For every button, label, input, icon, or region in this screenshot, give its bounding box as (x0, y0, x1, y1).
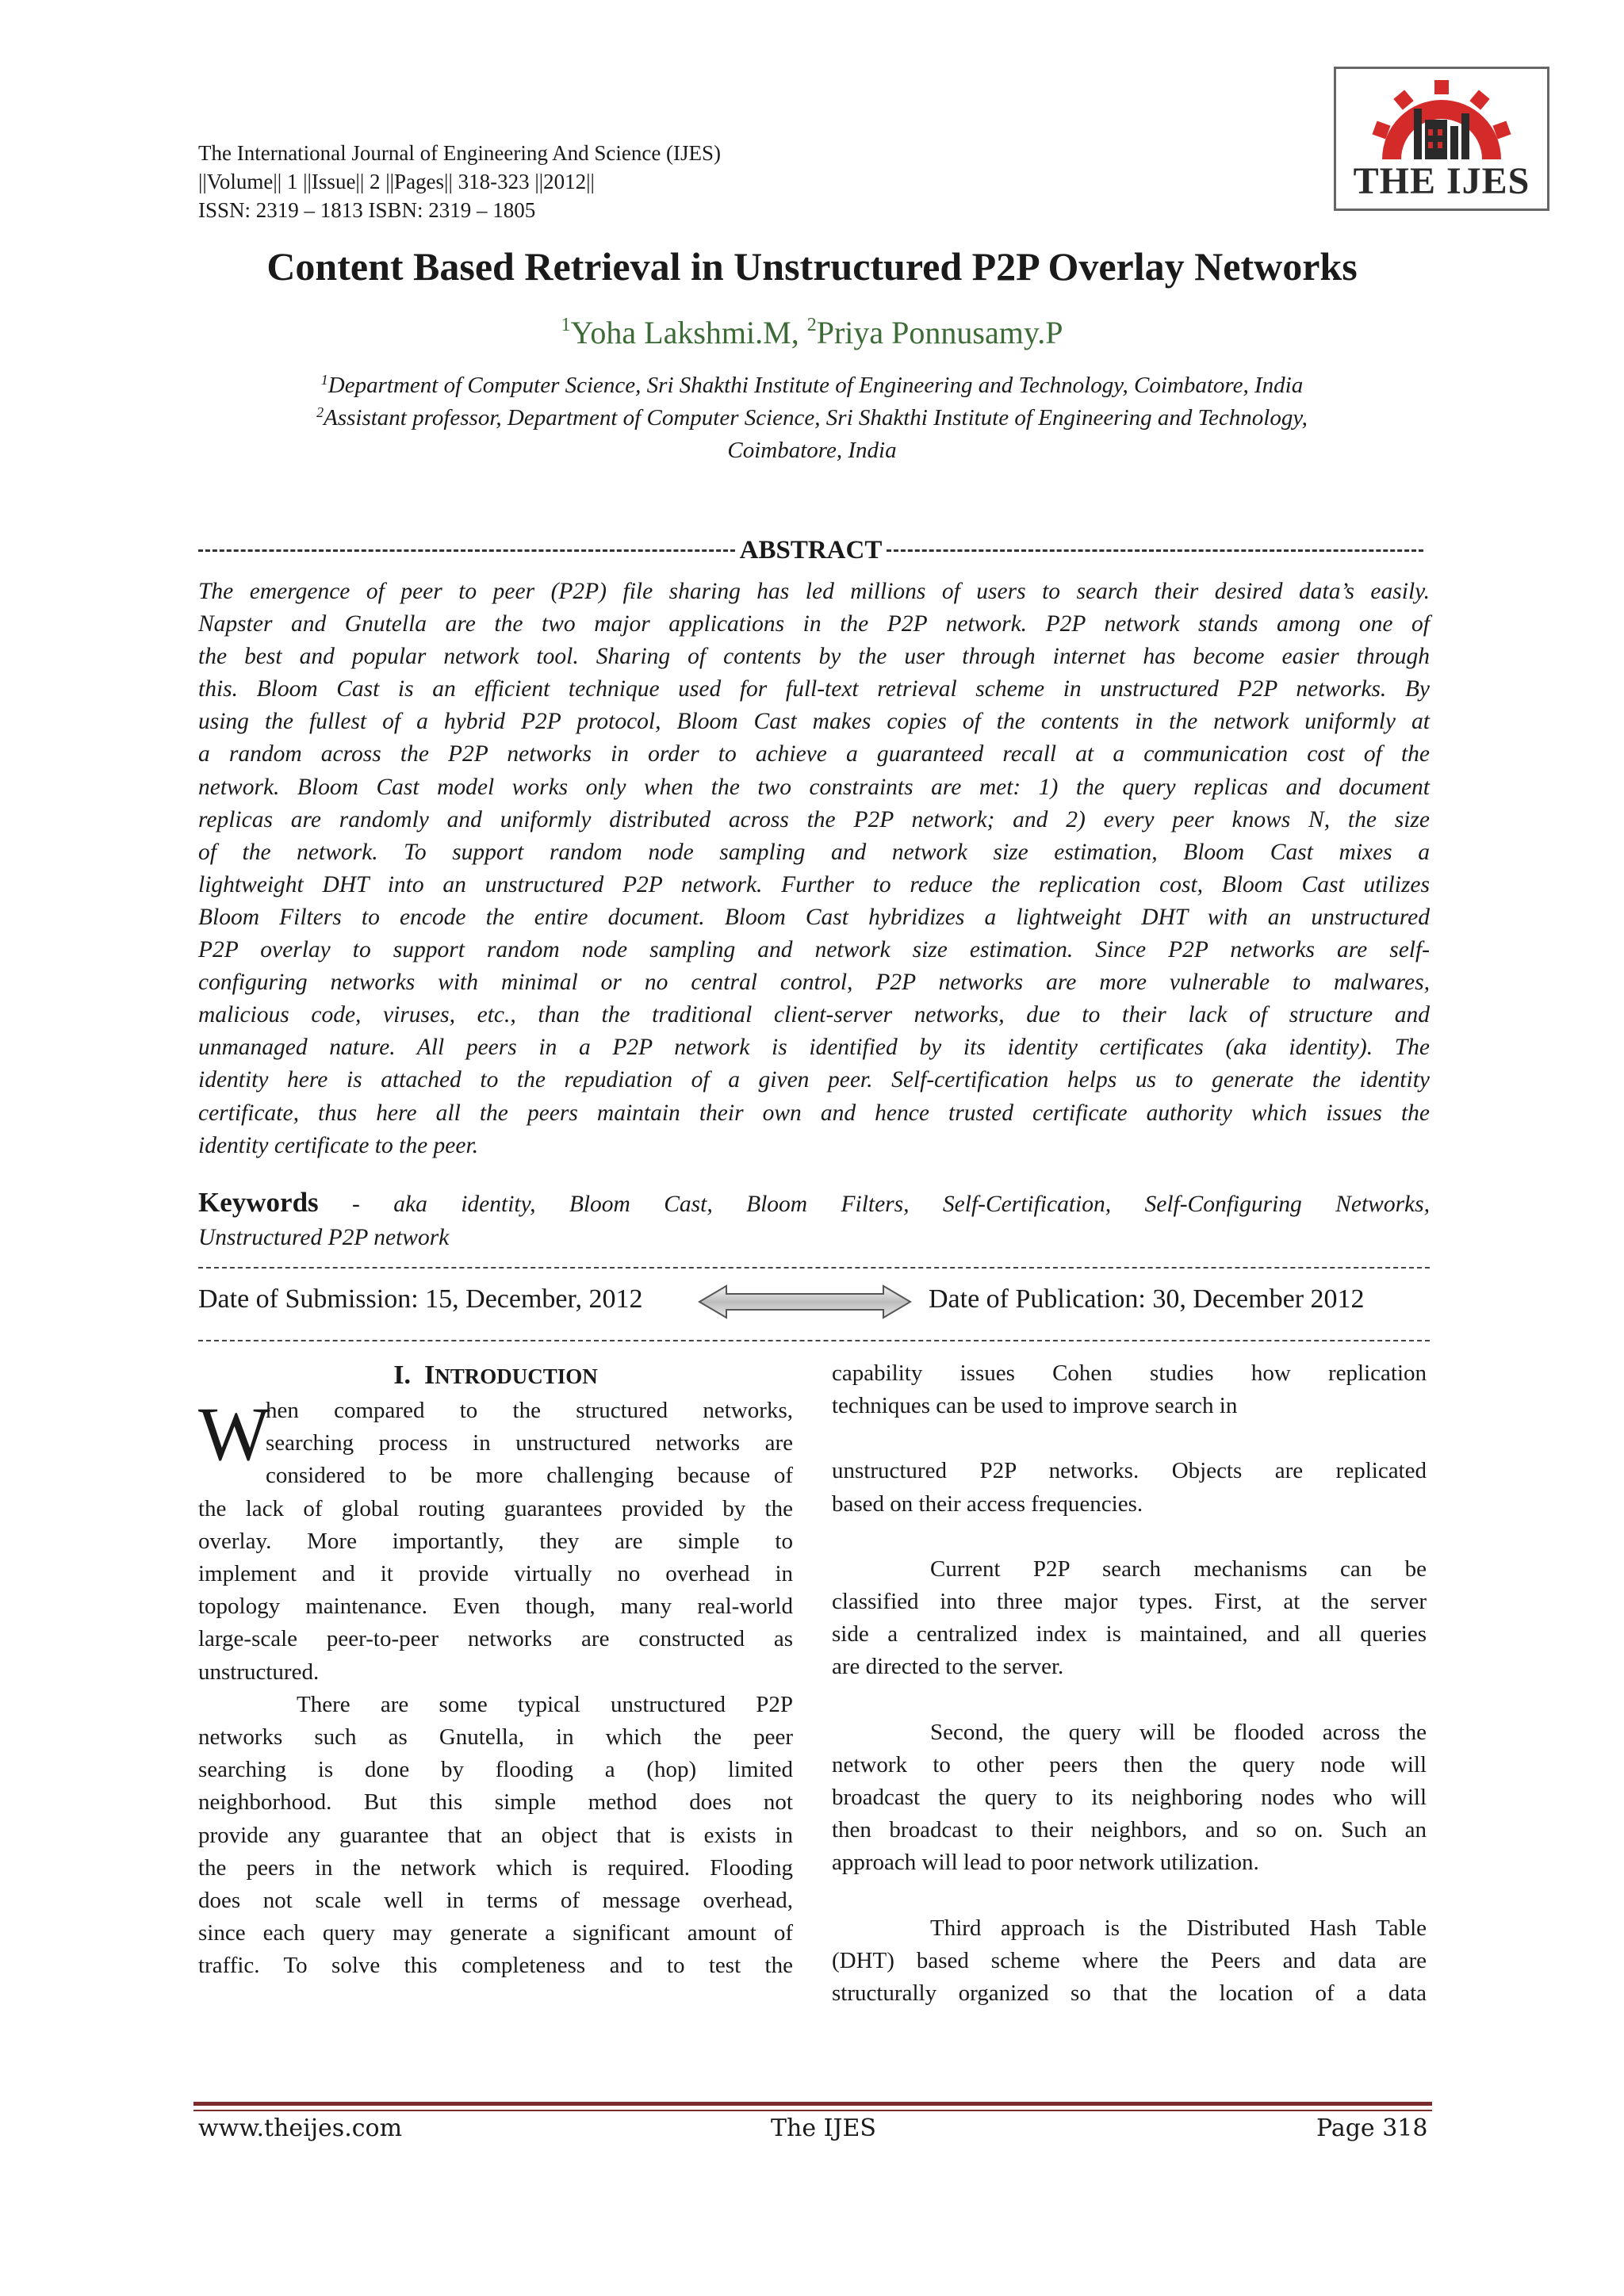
journal-issn: ISSN: 2319 – 1813 ISBN: 2319 – 1805 (198, 198, 536, 222)
abstract-body (198, 576, 1430, 1162)
abstract-line: malicious code, viruses, etc., than the traditional client-server networks, due to their lack of structure and (198, 1002, 1430, 1028)
author-1-sup: 1 (561, 315, 571, 335)
keywords-cont: Unstructured P2P network (198, 1225, 450, 1250)
authors (0, 314, 1624, 351)
abstract-line: using the fullest of a hybrid P2P protocol, Bloom Cast makes copies of the contents in the network uniformly at (198, 709, 1430, 735)
abstract-line: of the network. To support random node sampling and network size estimation, Bloom Cast mixes a (198, 839, 1430, 865)
double-arrow-icon (698, 1284, 912, 1320)
abstract-line: unmanaged nature. All peers in a P2P network is identified by its identity certificates (aka identity). The (198, 1035, 1430, 1061)
footer-website: www.theijes.com (198, 2114, 403, 2142)
right-column (832, 1357, 1427, 2010)
right-paragraph: Current P2P search mechanisms can be classified into three major types. First, at the server side a centralized index is maintained, and all queries are directed to the server. (832, 1556, 1427, 1680)
abstract-line: Bloom Filters to encode the entire document. Bloom Cast hybridizes a lightweight DHT with an unstructured (198, 904, 1430, 930)
abstract-line: lightweight DHT into an unstructured P2P network. Further to reduce the replication cost, Bloom Cast utilizes (198, 871, 1430, 897)
right-paragraph: Second, the query will be flooded across the network to other peers then the query node will broadcast the query to its neighboring nodes who will then broadcast to their neighbors, and so on. Such an approach will lead to poor network utilization. (832, 1719, 1427, 1876)
author-2: Priya Ponnusamy.P (816, 315, 1063, 350)
submission-date: Date of Submission: 15, December, 2012 (198, 1284, 643, 1314)
abstract-heading (198, 536, 1423, 565)
keywords-label: Keywords (198, 1187, 319, 1218)
publication-date: Date of Publication: 30, December 2012 (929, 1284, 1365, 1314)
divider (198, 1267, 1430, 1269)
abstract-line: this. Bloom Cast is an efficient technique used for full-text retrieval scheme in unstructured P2P networks. By (198, 676, 1430, 702)
abstract-line: network. Bloom Cast model works only when the two constraints are met: 1) the query replicas and document (198, 774, 1430, 800)
abstract-line: identity certificate to the peer. (198, 1132, 479, 1158)
journal-volume-issue: ||Volume|| 1 ||Issue|| 2 ||Pages|| 318-323 ||2012|| (198, 170, 595, 193)
abstract-line: Napster and Gnutella are the two major applications in the P2P network. P2P network stands among one of (198, 611, 1430, 637)
divider (198, 1340, 1430, 1341)
gear-factory-icon (1355, 77, 1528, 164)
drop-cap: W (198, 1391, 270, 1476)
abstract-line: certificate, thus here all the peers maintain their own and hence trusted certificate authority which issues the (198, 1100, 1430, 1126)
left-column (198, 1357, 793, 1983)
abstract-line: The emergence of peer to peer (P2P) file sharing has led millions of users to search their desired data’s easily. (198, 579, 1430, 604)
right-paragraph: Third approach is the Distributed Hash Table (DHT) based scheme where the Peers and data are structurally organized so that the location of a data (832, 1915, 1427, 2007)
affiliation-1: $^1$Department of Computer Science, Sri Shakthi Institute of Engineering and Technology, Coimbatore, India (320, 372, 1304, 398)
abstract-line: configuring networks with minimal or no central control, P2P networks are more vulnerable to malwares, (198, 970, 1430, 996)
abstract-line: identity here is attached to the repudiation of a given peer. Self-certification helps us to generate the identity (198, 1067, 1430, 1093)
abstract-label: ABSTRACT (739, 536, 883, 564)
keywords: Keywords - aka identity, Bloom Cast, Bloom Filters, Self-Certification, Self-Configuring Networks, (198, 1187, 1430, 1218)
abstract-line: the best and popular network tool. Sharing of contents by the user through internet has become easier through (198, 644, 1430, 670)
author-2-sup: 2 (806, 315, 817, 335)
logo-text: THE IJES (1353, 160, 1530, 202)
affiliation-2-cont: Coimbatore, India (727, 438, 897, 463)
keywords-values: aka identity, Bloom Cast, Bloom Filters, Self-Certification, Self-Configuring Networks, (393, 1192, 1430, 1217)
intro-first-paragraph: W hen compared to the structured networks, searching process in unstructured networks are considered to be more challenging because of the lack of global routing guarantees provided by the overlay. More importantly, they are simple to implement and it provide virtually no overhead in topology maintenance. Even though, many real-world large-scale peer-to-peer networks are constructed as unstructured. (198, 1391, 793, 1685)
abstract-line: P2P overlay to support random node sampling and network size estimation. Since P2P networks are self- (198, 937, 1430, 963)
abstract-line: a random across the P2P networks in order to achieve a guaranteed recall at a communication cost of the (198, 741, 1430, 767)
footer-rule (193, 2102, 1432, 2106)
author-1: Yoha Lakshmi.M, (570, 315, 799, 350)
footer-page-number: Page 318 (1316, 2114, 1428, 2142)
journal-name: The International Journal of Engineering And Science (IJES) (198, 141, 722, 165)
abstract-line: replicas are randomly and uniformly distributed across the P2P network; and 2) every peer knows N, the size (198, 806, 1430, 832)
footer-journal: The IJES (771, 2114, 876, 2142)
right-paragraph: capability issues Cohen studies how replication techniques can be used to improve search in (832, 1360, 1427, 1419)
footer-rule (193, 2110, 1432, 2111)
ijes-logo (1334, 67, 1549, 211)
affiliation-2: $^2$Assistant professor, Department of Computer Science, Sri Shakthi Institute of Engineering and Technology, (316, 404, 1308, 430)
intro-second-paragraph: There are some typical unstructured P2P networks such as Gnutella, in which the peer searching is done by flooding a (hop) limited neighborhood. But this simple method does not provide any guarantee that an object that is exists in the peers in the network which is required. Flooding does not scale well in terms of message overhead, since each query may generate a significant amount of traffic. To solve this completeness and to test the (198, 1691, 793, 1979)
right-paragraph: unstructured P2P networks. Objects are replicated based on their access frequencies. (832, 1458, 1427, 1517)
section-heading-introduction: I. INTRODUCTION (393, 1360, 598, 1390)
paper-title: Content Based Retrieval in Unstructured P2P Overlay Networks (266, 244, 1358, 289)
